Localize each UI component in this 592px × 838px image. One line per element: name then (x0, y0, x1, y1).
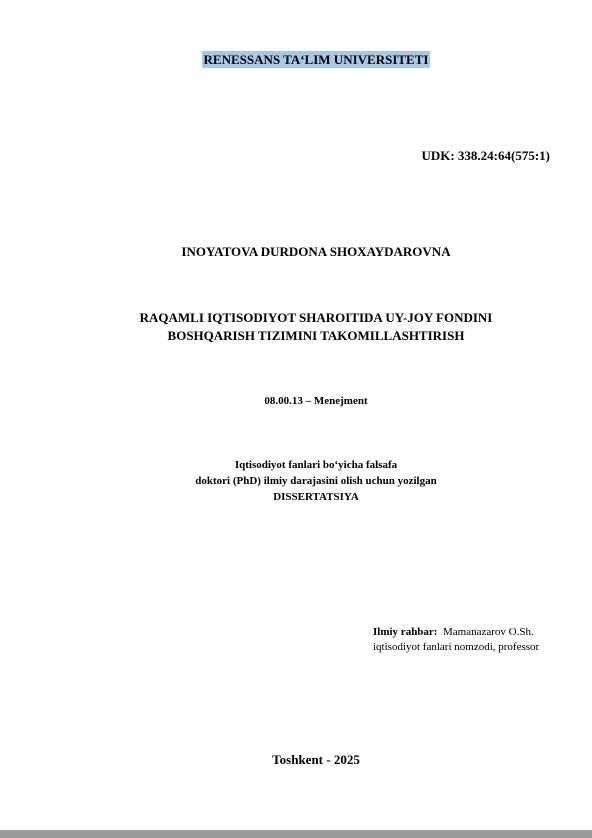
dissertation-title (0, 309, 592, 345)
udk-code: UDK: 338.24:64(575:1) (421, 148, 550, 163)
title-line-2: BOSHQARISH TIZIMINI TAKOMILLASHTIRISH (167, 328, 465, 343)
university-name-text[interactable]: RENESSANS TA‘LIM UNIVERSITETI (203, 52, 429, 67)
page-bottom-bar (0, 830, 592, 838)
degree-line-1: Iqtisodiyot fanlari bo‘yicha falsafa (234, 459, 398, 471)
university-name (0, 52, 592, 68)
degree-line-2: doktori (PhD) ilmiy darajasini olish uchun yozilgan (195, 475, 437, 487)
supervisor-block (373, 625, 539, 655)
degree-line-3: DISSERTATSIYA (273, 491, 359, 503)
degree-statement (0, 457, 592, 505)
supervisor-title: iqtisodiyot fanlari nomzodi, professor (373, 641, 540, 653)
title-line-1: RAQAMLI IQTISODIYOT SHAROITIDA UY-JOY FONDINI (139, 310, 493, 325)
author-name: INOYATOVA DURDONA SHOXAYDAROVNA (181, 244, 451, 259)
supervisor-name: Mamanazarov O.Sh. (442, 626, 534, 638)
supervisor-label: Ilmiy rahbar: (373, 626, 438, 638)
place-year: Toshkent - 2025 (272, 752, 360, 767)
specialty-code: 08.00.13 – Menejment (264, 395, 368, 407)
